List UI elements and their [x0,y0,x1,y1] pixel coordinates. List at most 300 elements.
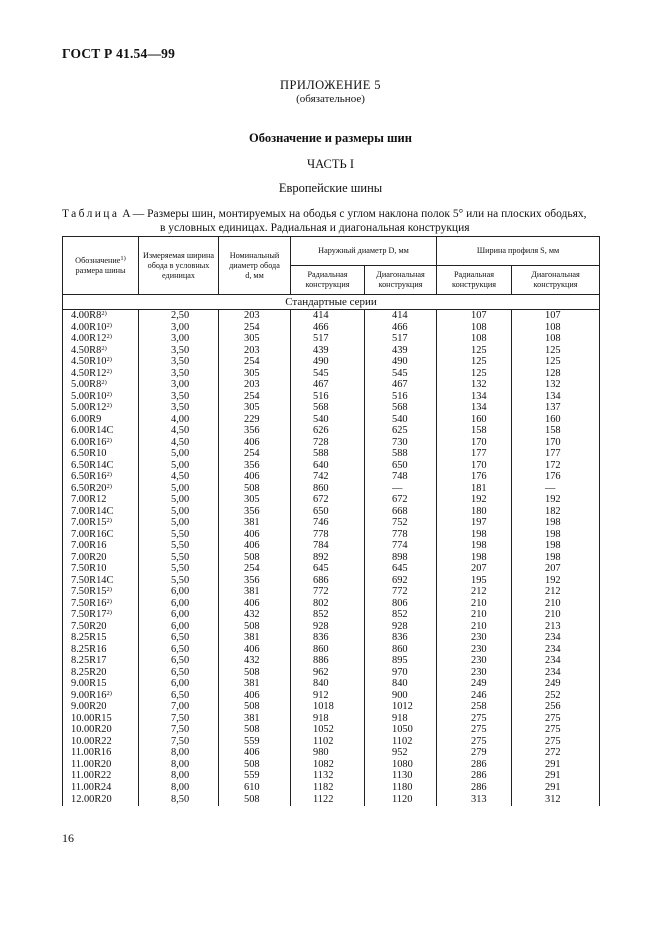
outer-diameter-radial-cell: 540 [291,414,365,426]
rim-diameter-cell: 356 [219,425,291,437]
header-outer-diameter-radial: Радиальная конструкция [291,266,365,295]
outer-diameter-radial-cell: 778 [291,529,365,541]
tire-designation-cell: 8.25R20 [63,667,139,679]
profile-width-radial-cell: 107 [437,310,512,322]
table-row [63,644,600,656]
rim-diameter-cell: 305 [219,333,291,345]
profile-width-diagonal-cell: 275 [512,713,600,725]
tire-designation-cell: 7.00R16C [63,529,139,541]
profile-width-radial-cell: 198 [437,552,512,564]
header-profile-width-radial: Радиальная конструкция [437,266,512,295]
tire-designation-cell: 6.00R9 [63,414,139,426]
tire-designation-cell: 7.50R20 [63,621,139,633]
rim-width-cell: 4,50 [139,437,219,449]
rim-diameter-cell: 381 [219,632,291,644]
profile-width-diagonal-cell: 272 [512,747,600,759]
rim-diameter-cell: 254 [219,391,291,403]
profile-width-diagonal-cell: 134 [512,391,600,403]
rim-width-cell: 5,50 [139,552,219,564]
outer-diameter-radial-cell: 860 [291,644,365,656]
table-row [63,678,600,690]
table-row [63,460,600,472]
profile-width-diagonal-cell: 275 [512,736,600,748]
profile-width-radial-cell: 275 [437,736,512,748]
profile-width-diagonal-cell: 210 [512,609,600,621]
outer-diameter-radial-cell: 686 [291,575,365,587]
rim-diameter-cell: 610 [219,782,291,794]
header-outer-diameter: Наружный диаметр D, мм [291,237,437,266]
table-row [63,391,600,403]
rim-width-cell: 2,50 [139,310,219,322]
rim-width-cell: 6,00 [139,586,219,598]
rim-width-cell: 6,00 [139,621,219,633]
rim-diameter-cell: 254 [219,563,291,575]
profile-width-diagonal-cell: 198 [512,552,600,564]
rim-width-cell: 5,00 [139,448,219,460]
rim-width-cell: 5,00 [139,483,219,495]
table-row [63,770,600,782]
profile-width-diagonal-cell: 249 [512,678,600,690]
rim-width-cell: 5,00 [139,460,219,472]
outer-diameter-radial-cell: 490 [291,356,365,368]
rim-width-cell: 7,50 [139,736,219,748]
document-title: Обозначение и размеры шин [249,131,412,145]
outer-diameter-diagonal-cell: 545 [365,368,437,380]
rim-width-cell: 5,50 [139,540,219,552]
profile-width-radial-cell: 210 [437,598,512,610]
table-row [63,494,600,506]
outer-diameter-diagonal-cell: 778 [365,529,437,541]
profile-width-diagonal-cell: 234 [512,632,600,644]
rim-width-cell: 3,00 [139,322,219,334]
profile-width-radial-cell: 176 [437,471,512,483]
profile-width-diagonal-cell: 198 [512,529,600,541]
profile-width-radial-cell: 286 [437,782,512,794]
outer-diameter-radial-cell: 962 [291,667,365,679]
outer-diameter-diagonal-cell: 840 [365,678,437,690]
profile-width-radial-cell: 275 [437,713,512,725]
rim-width-cell: 5,50 [139,529,219,541]
profile-width-diagonal-cell: 212 [512,586,600,598]
rim-diameter-cell: 508 [219,793,291,806]
rim-width-cell: 5,00 [139,506,219,518]
rim-diameter-cell: 203 [219,310,291,322]
table-row [63,621,600,633]
rim-width-cell: 7,50 [139,713,219,725]
rim-width-cell: 6,50 [139,690,219,702]
tire-designation-cell: 6.50R14C [63,460,139,472]
rim-diameter-cell: 254 [219,448,291,460]
table-row [63,310,600,322]
rim-width-cell: 3,50 [139,356,219,368]
profile-width-radial-cell: 195 [437,575,512,587]
rim-width-cell: 5,50 [139,575,219,587]
outer-diameter-radial-cell: 645 [291,563,365,575]
profile-width-radial-cell: 230 [437,632,512,644]
outer-diameter-diagonal-cell: 588 [365,448,437,460]
rim-diameter-cell: 508 [219,667,291,679]
table-row [63,414,600,426]
table-row [63,736,600,748]
rim-width-cell: 8,00 [139,747,219,759]
outer-diameter-radial-cell: 728 [291,437,365,449]
table-caption-text-line1: A — Размеры шин, монтируемых на ободья с углом наклона полок 5° или на плоских ободьях, [122,208,587,220]
document-standard-number: ГОСТ Р 41.54—99 [62,46,176,61]
profile-width-radial-cell: 192 [437,494,512,506]
outer-diameter-diagonal-cell: 928 [365,621,437,633]
tire-designation-cell: 10.00R15 [63,713,139,725]
rim-diameter-cell: 508 [219,724,291,736]
tire-designation-cell: 10.00R22 [63,736,139,748]
profile-width-radial-cell: 158 [437,425,512,437]
outer-diameter-radial-cell: 1018 [291,701,365,713]
rim-width-cell: 6,00 [139,609,219,621]
outer-diameter-radial-cell: 545 [291,368,365,380]
rim-diameter-cell: 406 [219,529,291,541]
rim-width-cell: 8,00 [139,770,219,782]
profile-width-diagonal-cell: 132 [512,379,600,391]
profile-width-radial-cell: 170 [437,437,512,449]
rim-width-cell: 3,50 [139,391,219,403]
rim-diameter-cell: 356 [219,575,291,587]
section-subtitle: Европейские шины [278,181,383,195]
outer-diameter-radial-cell: 466 [291,322,365,334]
table-row [63,483,600,495]
rim-diameter-cell: 406 [219,598,291,610]
table-row [63,667,600,679]
profile-width-radial-cell: 275 [437,724,512,736]
profile-width-diagonal-cell: 192 [512,494,600,506]
rim-width-cell: 5,50 [139,563,219,575]
tire-designation-cell: 11.00R22 [63,770,139,782]
profile-width-radial-cell: 313 [437,793,512,806]
profile-width-diagonal-cell: 108 [512,333,600,345]
table-row [63,448,600,460]
rim-diameter-cell: 508 [219,701,291,713]
rim-width-cell: 4,00 [139,414,219,426]
tire-designation-cell: 9.00R16$^{2)}$ [63,690,139,702]
profile-width-radial-cell: 249 [437,678,512,690]
rim-width-cell: 6,00 [139,598,219,610]
table-row [63,782,600,794]
outer-diameter-diagonal-cell: 1130 [365,770,437,782]
rim-diameter-cell: 559 [219,770,291,782]
outer-diameter-radial-cell: 516 [291,391,365,403]
profile-width-diagonal-cell: 125 [512,345,600,357]
outer-diameter-radial-cell: 918 [291,713,365,725]
profile-width-radial-cell: 181 [437,483,512,495]
outer-diameter-diagonal-cell: 439 [365,345,437,357]
table-row [63,402,600,414]
outer-diameter-diagonal-cell: 772 [365,586,437,598]
profile-width-radial-cell: 230 [437,667,512,679]
table-row [63,471,600,483]
outer-diameter-radial-cell: 626 [291,425,365,437]
tire-designation-cell: 12.00R20 [63,793,139,806]
table-row [63,575,600,587]
rim-diameter-cell: 254 [219,356,291,368]
table-row [63,356,600,368]
tire-designation-cell: 7.50R15$^{2)}$ [63,586,139,598]
profile-width-diagonal-cell: 107 [512,310,600,322]
outer-diameter-radial-cell: 928 [291,621,365,633]
table-row [63,506,600,518]
outer-diameter-diagonal-cell: 540 [365,414,437,426]
outer-diameter-radial-cell: 980 [291,747,365,759]
tire-designation-cell: 7.00R20 [63,552,139,564]
rim-diameter-cell: 305 [219,368,291,380]
rim-width-cell: 3,50 [139,368,219,380]
outer-diameter-radial-cell: 1102 [291,736,365,748]
rim-diameter-cell: 203 [219,379,291,391]
table-row [63,529,600,541]
table-row [63,322,600,334]
tire-designation-cell: 4.00R8$^{2)}$ [63,310,139,322]
table-row [63,701,600,713]
rim-diameter-cell: 508 [219,621,291,633]
tire-designation-cell: 6.50R10 [63,448,139,460]
profile-width-radial-cell: 198 [437,540,512,552]
profile-width-diagonal-cell: 234 [512,655,600,667]
outer-diameter-diagonal-cell: 517 [365,333,437,345]
rim-diameter-cell: 381 [219,713,291,725]
series-label: Стандартные серии [63,295,600,310]
rim-width-cell: 4,50 [139,471,219,483]
outer-diameter-diagonal-cell: 625 [365,425,437,437]
profile-width-radial-cell: 125 [437,368,512,380]
series-row [63,295,600,310]
outer-diameter-diagonal-cell: 730 [365,437,437,449]
outer-diameter-diagonal-cell: 952 [365,747,437,759]
outer-diameter-diagonal-cell: 900 [365,690,437,702]
profile-width-radial-cell: 258 [437,701,512,713]
outer-diameter-diagonal-cell: 568 [365,402,437,414]
profile-width-radial-cell: 170 [437,460,512,472]
profile-width-diagonal-cell: 108 [512,322,600,334]
rim-width-cell: 8,00 [139,759,219,771]
outer-diameter-radial-cell: 467 [291,379,365,391]
profile-width-radial-cell: 160 [437,414,512,426]
table-row [63,563,600,575]
profile-width-radial-cell: 212 [437,586,512,598]
profile-width-radial-cell: 180 [437,506,512,518]
outer-diameter-diagonal-cell: 650 [365,460,437,472]
rim-width-cell: 3,00 [139,333,219,345]
tire-designation-cell: 4.00R10$^{2)}$ [63,322,139,334]
profile-width-radial-cell: 177 [437,448,512,460]
profile-width-radial-cell: 207 [437,563,512,575]
rim-diameter-cell: 406 [219,437,291,449]
profile-width-radial-cell: 279 [437,747,512,759]
profile-width-diagonal-cell: 125 [512,356,600,368]
outer-diameter-radial-cell: 742 [291,471,365,483]
outer-diameter-diagonal-cell: 1080 [365,759,437,771]
outer-diameter-radial-cell: 1122 [291,793,365,806]
profile-width-radial-cell: 125 [437,356,512,368]
table-row [63,747,600,759]
outer-diameter-radial-cell: 568 [291,402,365,414]
tire-designation-cell: 6.50R20$^{2)}$ [63,483,139,495]
outer-diameter-radial-cell: 852 [291,609,365,621]
outer-diameter-diagonal-cell: 1180 [365,782,437,794]
outer-diameter-diagonal-cell: 692 [365,575,437,587]
profile-width-diagonal-cell: 137 [512,402,600,414]
outer-diameter-radial-cell: 1182 [291,782,365,794]
outer-diameter-radial-cell: 414 [291,310,365,322]
table-row [63,540,600,552]
profile-width-diagonal-cell: 192 [512,575,600,587]
rim-width-cell: 6,50 [139,655,219,667]
tire-designation-cell: 9.00R15 [63,678,139,690]
rim-width-cell: 3,50 [139,345,219,357]
tire-designation-cell: 5.00R12$^{2)}$ [63,402,139,414]
page-number: 16 [62,831,74,845]
outer-diameter-radial-cell: 517 [291,333,365,345]
outer-diameter-radial-cell: 802 [291,598,365,610]
rim-width-cell: 3,50 [139,402,219,414]
table-row [63,724,600,736]
profile-width-diagonal-cell: 312 [512,793,600,806]
profile-width-radial-cell: 134 [437,402,512,414]
outer-diameter-radial-cell: 886 [291,655,365,667]
rim-diameter-cell: 305 [219,494,291,506]
profile-width-diagonal-cell: 160 [512,414,600,426]
outer-diameter-diagonal-cell: — [365,483,437,495]
rim-diameter-cell: 381 [219,517,291,529]
rim-width-cell: 4,50 [139,425,219,437]
rim-width-cell: 6,50 [139,632,219,644]
rim-diameter-cell: 406 [219,690,291,702]
profile-width-diagonal-cell: 176 [512,471,600,483]
profile-width-diagonal-cell: 207 [512,563,600,575]
rim-width-cell: 3,00 [139,379,219,391]
table-caption-label: Таблица [62,208,120,220]
outer-diameter-radial-cell: 588 [291,448,365,460]
outer-diameter-radial-cell: 784 [291,540,365,552]
profile-width-diagonal-cell: 177 [512,448,600,460]
outer-diameter-diagonal-cell: 918 [365,713,437,725]
appendix-note: (обязательное) [296,93,365,105]
table-row [63,517,600,529]
outer-diameter-diagonal-cell: 898 [365,552,437,564]
tire-designation-cell: 6.50R16$^{2)}$ [63,471,139,483]
tire-designation-cell: 8.25R17 [63,655,139,667]
tire-designation-cell: 11.00R24 [63,782,139,794]
outer-diameter-diagonal-cell: 752 [365,517,437,529]
outer-diameter-diagonal-cell: 466 [365,322,437,334]
outer-diameter-diagonal-cell: 1012 [365,701,437,713]
header-profile-width: Ширина профиля S, мм [437,237,600,266]
profile-width-diagonal-cell: 210 [512,598,600,610]
table-row [63,379,600,391]
header-outer-diameter-diagonal: Диагональная конструкция [365,266,437,295]
profile-width-radial-cell: 210 [437,621,512,633]
rim-diameter-cell: 559 [219,736,291,748]
outer-diameter-radial-cell: 640 [291,460,365,472]
table-row [63,632,600,644]
outer-diameter-diagonal-cell: 895 [365,655,437,667]
table-row [63,368,600,380]
rim-diameter-cell: 508 [219,552,291,564]
profile-width-radial-cell: 230 [437,655,512,667]
table-row [63,759,600,771]
header-rim-width: Измеряемая ширина обода в условных единицах [139,237,219,295]
rim-diameter-cell: 305 [219,402,291,414]
profile-width-diagonal-cell: 252 [512,690,600,702]
outer-diameter-radial-cell: 892 [291,552,365,564]
outer-diameter-radial-cell: 840 [291,678,365,690]
tire-designation-cell: 8.25R15 [63,632,139,644]
profile-width-diagonal-cell: 213 [512,621,600,633]
outer-diameter-diagonal-cell: 806 [365,598,437,610]
rim-width-cell: 7,00 [139,701,219,713]
profile-width-diagonal-cell: 234 [512,667,600,679]
table-row [63,598,600,610]
tire-designation-cell: 7.00R16 [63,540,139,552]
profile-width-diagonal-cell: 256 [512,701,600,713]
outer-diameter-diagonal-cell: 467 [365,379,437,391]
profile-width-diagonal-cell: 128 [512,368,600,380]
outer-diameter-diagonal-cell: 1050 [365,724,437,736]
profile-width-radial-cell: 246 [437,690,512,702]
tire-designation-cell: 11.00R16 [63,747,139,759]
outer-diameter-diagonal-cell: 970 [365,667,437,679]
rim-diameter-cell: 229 [219,414,291,426]
tire-designation-cell: 6.00R14C [63,425,139,437]
profile-width-diagonal-cell: 291 [512,770,600,782]
profile-width-diagonal-cell: 170 [512,437,600,449]
profile-width-radial-cell: 108 [437,322,512,334]
rim-diameter-cell: 406 [219,747,291,759]
tire-designation-cell: 7.00R12 [63,494,139,506]
outer-diameter-diagonal-cell: 774 [365,540,437,552]
table-caption [62,207,602,235]
table-row [63,425,600,437]
profile-width-radial-cell: 108 [437,333,512,345]
tire-designation-cell: 8.25R16 [63,644,139,656]
rim-width-cell: 6,50 [139,644,219,656]
rim-diameter-cell: 406 [219,540,291,552]
outer-diameter-radial-cell: 1052 [291,724,365,736]
profile-width-radial-cell: 230 [437,644,512,656]
profile-width-diagonal-cell: 275 [512,724,600,736]
profile-width-diagonal-cell: 182 [512,506,600,518]
outer-diameter-radial-cell: 836 [291,632,365,644]
tire-designation-cell: 7.50R10 [63,563,139,575]
rim-width-cell: 8,50 [139,793,219,806]
outer-diameter-diagonal-cell: 645 [365,563,437,575]
outer-diameter-radial-cell: 439 [291,345,365,357]
outer-diameter-diagonal-cell: 1120 [365,793,437,806]
outer-diameter-diagonal-cell: 836 [365,632,437,644]
profile-width-radial-cell: 198 [437,529,512,541]
tire-designation-cell: 6.00R16$^{2)}$ [63,437,139,449]
outer-diameter-radial-cell: 772 [291,586,365,598]
tire-designation-cell: 4.00R12$^{2)}$ [63,333,139,345]
appendix-title: ПРИЛОЖЕНИЕ 5 [280,78,381,92]
profile-width-radial-cell: 286 [437,759,512,771]
rim-diameter-cell: 432 [219,655,291,667]
tire-designation-cell: 10.00R20 [63,724,139,736]
rim-diameter-cell: 406 [219,644,291,656]
profile-width-diagonal-cell: 291 [512,782,600,794]
tire-designation-cell: 7.50R17$^{2)}$ [63,609,139,621]
tire-designation-cell: 5.00R10$^{2)}$ [63,391,139,403]
table-row [63,655,600,667]
table-body [63,295,600,807]
rim-width-cell: 7,50 [139,724,219,736]
header-profile-width-diagonal: Диагональная конструкция [512,266,600,295]
